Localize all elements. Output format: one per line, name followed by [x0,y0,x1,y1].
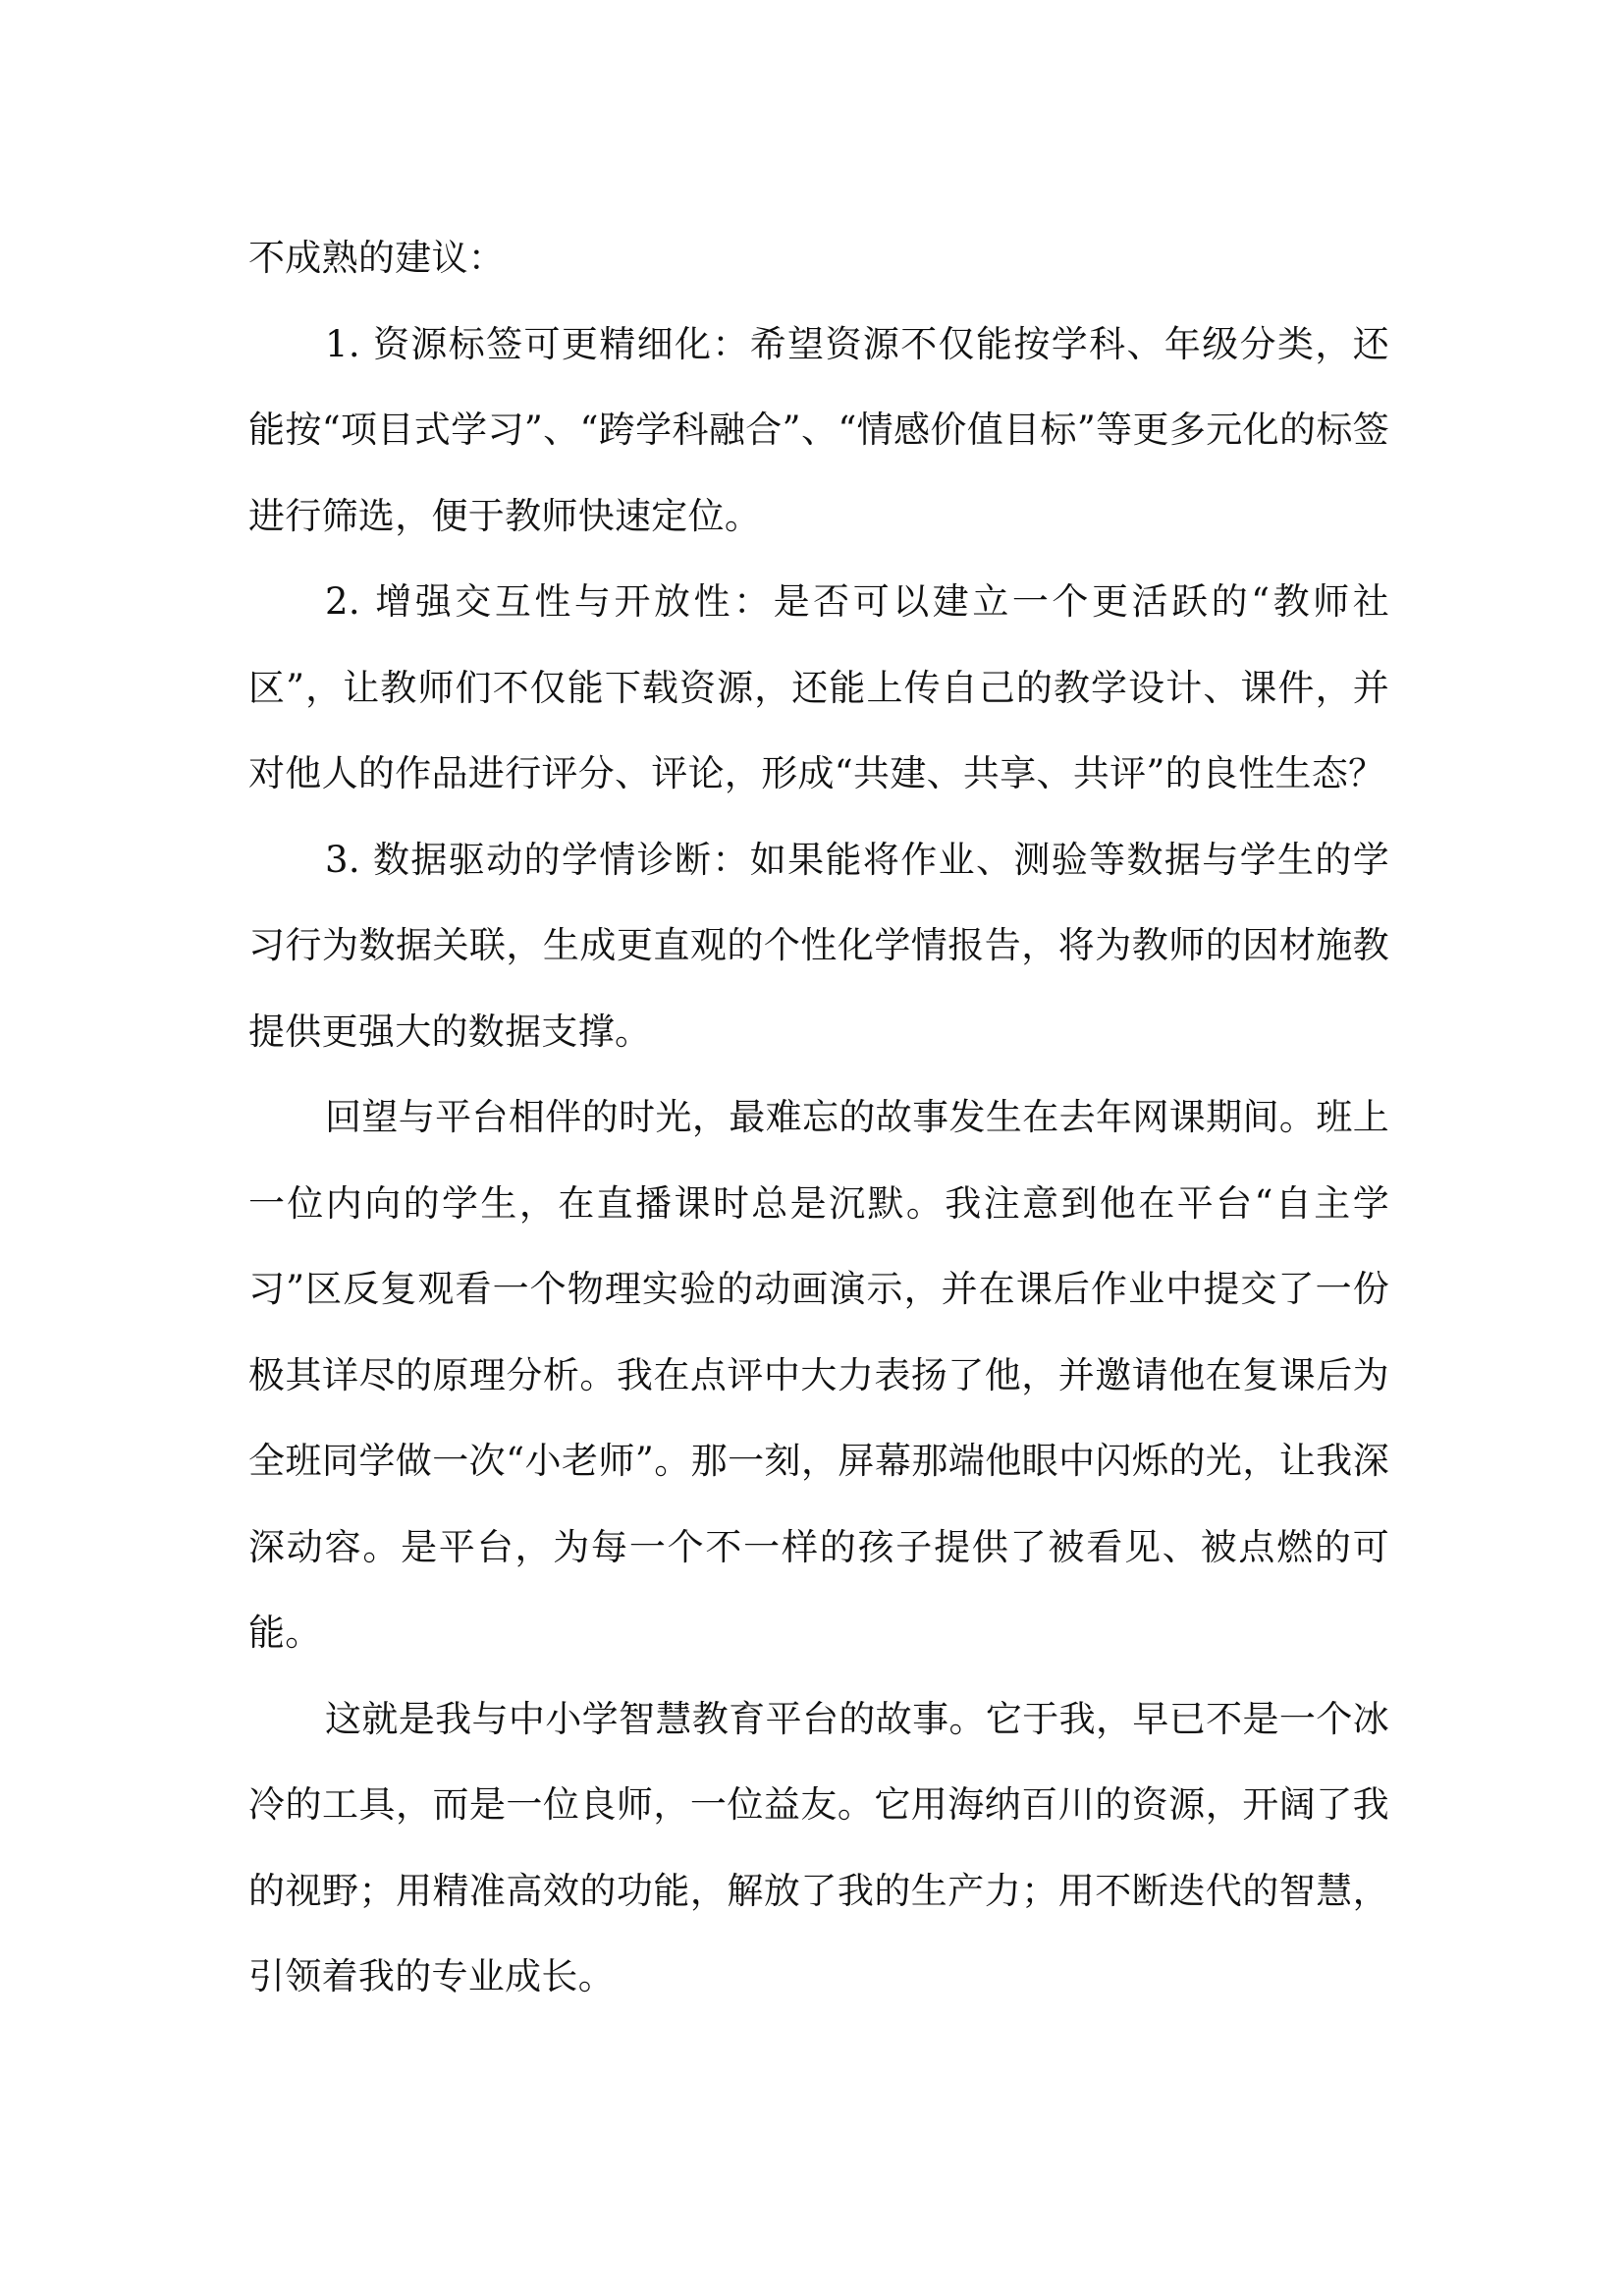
paragraph-suggestions-heading: 不成熟的建议： [248,237,506,279]
paragraph-suggestion-2: 2. 增强交互性与开放性：是否可以建立一个更活跃的“教师社区”，让教师们不仅能下载资源，还能上传自己的教学设计、课件，并对他人的作品进行评分、评论，形成“共建、共享、共评”的良性生态？ [248,580,1389,794]
paragraph-suggestion-3: 3. 数据驱动的学情诊断：如果能将作业、测验等数据与学生的学习行为数据关联，生成更直观的个性化学情报告，将为教师的因材施教提供更强大的数据支撑。 [248,838,1389,1053]
paragraph-story: 回望与平台相伴的时光，最难忘的故事发生在去年网课期间。班上一位内向的学生，在直播课时总是沉默。我注意到他在平台“自主学习”区反复观看一个物理实验的动画演示，并在课后作业中提交了一份极其详尽的原理分析。我在点评中大力表扬了他，并邀请他在复课后为全班同学做一次“小老师”。那一刻，屏幕那端他眼中闪烁的光，让我深深动容。是平台，为每一个不一样的孩子提供了被看见、被点燃的可能。 [248,1096,1389,1654]
document-body [248,215,1389,2020]
paragraph-conclusion: 这就是我与中小学智慧教育平台的故事。它于我，早已不是一个冰冷的工具，而是一位良师，一位益友。它用海纳百川的资源，开阔了我的视野；用精准高效的功能，解放了我的生产力；用不断迭代的智慧，引领着我的专业成长。 [248,1697,1389,1997]
paragraph-suggestion-1: 1. 资源标签可更精细化：希望资源不仅能按学科、年级分类，还能按“项目式学习”、“跨学科融合”、“情感价值目标”等更多元化的标签进行筛选，便于教师快速定位。 [248,322,1389,537]
